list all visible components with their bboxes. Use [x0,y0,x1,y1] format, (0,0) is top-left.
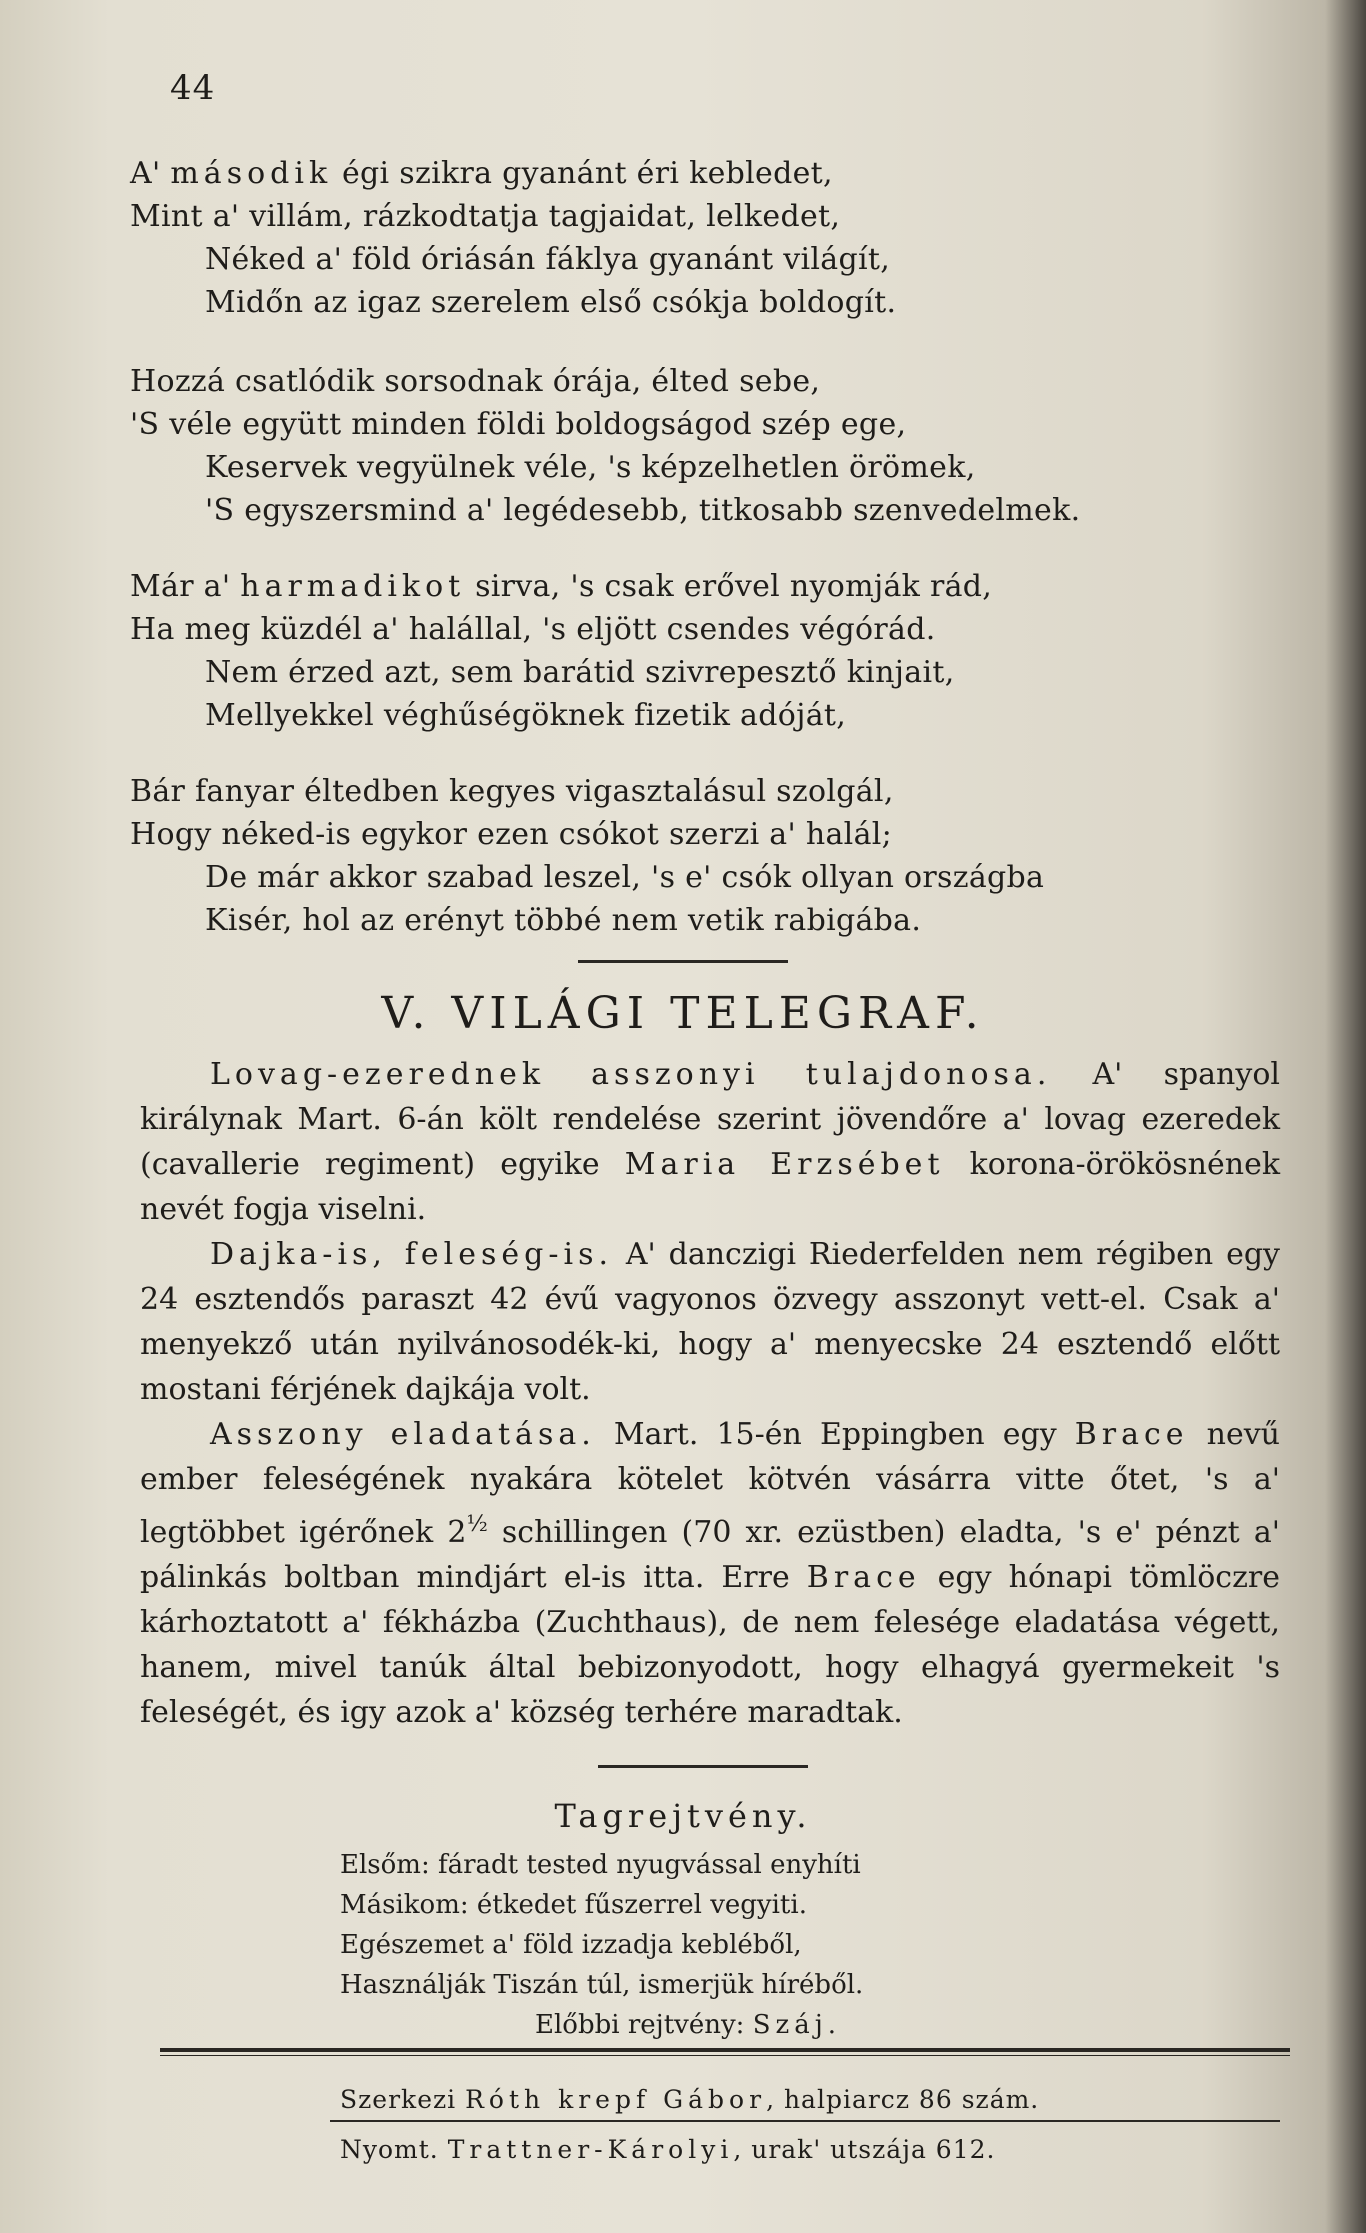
editor-name: Róth krepf Gábor [465,2085,767,2114]
news-name: Brace [1074,1417,1189,1452]
poem-line: 'S véle együtt minden földi boldogságod szép ege, [130,407,907,442]
riddle-answer-label: Előbbi rejtvény: [535,2010,753,2040]
news-text: Mart. 15-én Eppingben egy [595,1417,1075,1452]
news-text: A' danczigi Riederfelden nem régiben egy 24 esztendős paraszt 42 évű vagyonos özvegy asszonyt vett-el. Csak a' menyekző után nyilvánosodék-ki, hogy a' menyecske 24 esztendő előtt mostani férjének dajkája volt. [140,1237,1281,1407]
footer-rule [160,2048,1290,2052]
news-text: nevű ember feleségének nyakára kötelet kötvén vásárra vitte őtet, 's a' legtöbbet igérőnek 2 [140,1417,1280,1550]
printer-name: Trattner-Károlyi [447,2135,734,2164]
news-text: schillingen (70 xr. ezüstben) eladta, 's e' pénzt a' pálinkás boltban mindjárt el-is itta. Erre [140,1515,1280,1595]
news-item-title: Lovag-ezerednek asszonyi tulajdonosa. [210,1057,1052,1092]
news-text: korona-örökösnének nevét fogja viselni. [140,1147,1281,1227]
riddle-title: Tagrejtvény. [554,1797,812,1835]
footer-editor [340,2085,1039,2114]
news-name: Brace [806,1560,921,1595]
riddle-answer-value: Száj. [752,2010,842,2040]
riddle-line: Másikom: étkedet fűszerrel vegyiti. [340,1890,807,1920]
line-rest: égi szikra gyanánt éri kebledet, [332,156,833,191]
line-lead: Már a' [130,569,241,604]
line-lead: A' [130,156,171,191]
editor-address: , halpiarcz 86 szám. [766,2085,1040,2114]
poem-line: Néked a' föld óriásán fáklya gyanánt világít, [205,242,891,277]
poem-line: Midőn az igaz szerelem első csókja boldogít. [205,285,897,320]
spaced-word: második [170,156,333,191]
news-name: Maria Erzsébet [624,1147,945,1182]
poem-line: 'S egyszersmind a' legédesebb, titkosabb szenvedelmek. [205,493,1081,528]
editor-label: Szerkezi [340,2085,466,2114]
poem-stanza-1 [130,152,1280,324]
poem-line: Hozzá csatlódik sorsodnak órája, élted sebe, [130,364,821,399]
poem-line: Nem érzed azt, sem barátid szivrepesztő kinjait, [205,655,955,690]
poem-line: Mint a' villám, rázkodtatja tagjaidat, lelkedet, [130,199,841,234]
line-rest: sirva, 's csak erővel nyomják rád, [465,569,993,604]
poem-line: Kisér, hol az erényt többé nem vetik rabigába. [205,903,922,938]
fraction: ½ [466,1512,488,1537]
news-text: egy hónapi tömlöczre kárhoztatott a' fékházba (Zuchthaus), de nem felesége eladatása végett, hanem, mivel tanúk által bebizonyodott, hogy elhagyá gyermekeit 's feleségét, és igy azok a' község terhére maradtak. [140,1560,1280,1730]
news-item [140,1232,1280,1412]
section-divider [598,1765,808,1768]
section-heading: V. VILÁGI TELEGRAF. [381,988,985,1039]
page-number: 44 [170,68,216,108]
news-item-title: Asszony eladatása. [210,1417,596,1452]
news-text: A' spanyol királynak Mart. 6-án költ rendelése szerint jövendőre a' lovag ezeredek (cavallerie regiment) egyike [140,1057,1280,1182]
poem-line [130,152,1280,195]
spaced-word: harmadikot [240,569,466,604]
poem-line: De már akkor szabad leszel, 's e' csók ollyan országba [205,860,1045,895]
riddle-answer [340,2005,863,2045]
news-item-title: Dajka-is, feleség-is. [210,1237,614,1272]
riddle [340,1845,863,2045]
poem-stanza-2 [130,360,1280,532]
poem-line: Mellyekkel véghűségöknek fizetik adóját, [205,698,847,733]
printer-label: Nyomt. [340,2135,448,2164]
riddle-line: Használják Tiszán túl, ismerjük híréből. [340,1970,864,2000]
poem-line: Hogy néked-is egykor ezen csókot szerzi a' halál; [130,817,893,852]
news-item [140,1412,1280,1735]
poem-stanza-3 [130,565,1280,737]
riddle-line: Elsőm: fáradt tested nyugvással enyhíti [340,1850,861,1880]
poem-line: Keservek vegyülnek véle, 's képzelhetlen örömek, [205,450,976,485]
riddle-line: Egészemet a' föld izzadja kebléből, [340,1930,802,1960]
footer-rule [330,2120,1280,2122]
footer-printer [340,2135,995,2164]
printer-address: , urak' utszája 612. [733,2135,996,2164]
poem-line [130,565,1280,608]
news-section [140,1052,1280,1735]
poem-line: Bár fanyar éltedben kegyes vigasztalásul szolgál, [130,774,894,809]
poem-stanza-4 [130,770,1280,942]
footer-rule [160,2055,1290,2056]
section-divider [578,960,788,963]
poem-line: Ha meg küzdél a' halállal, 's eljött csendes végórád. [130,612,936,647]
news-item [140,1052,1280,1232]
